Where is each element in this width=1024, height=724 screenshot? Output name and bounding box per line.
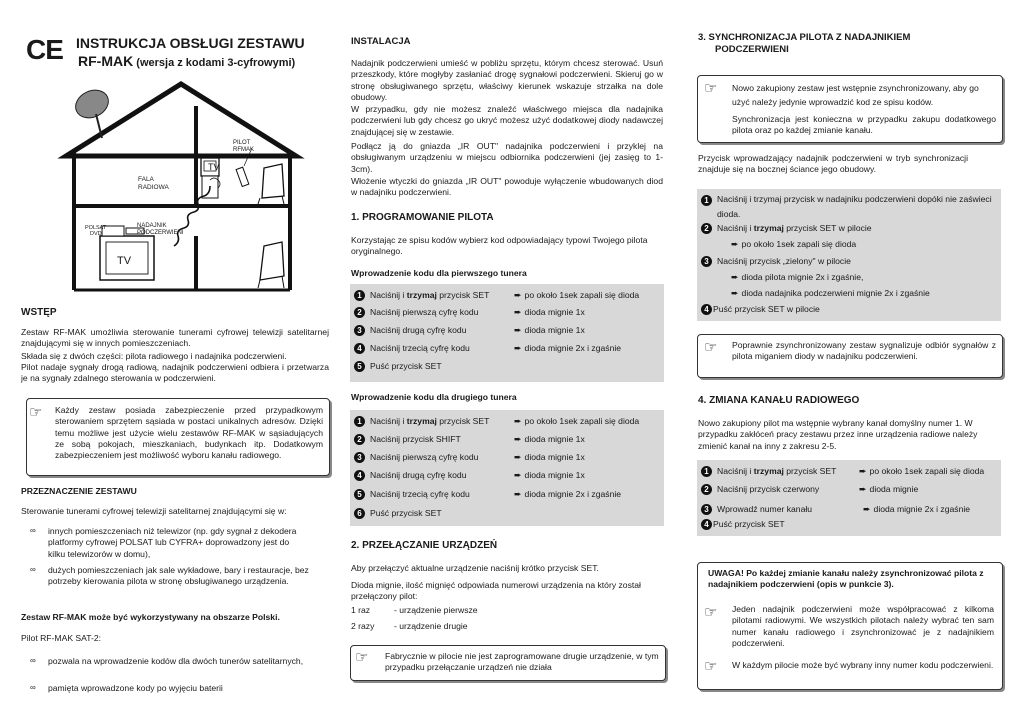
label-nadajnik: NADAJNIK — [137, 223, 167, 229]
step-number: 1 — [354, 416, 365, 427]
przelaczanie-r1a: 1 raz — [351, 605, 371, 615]
tuner1-title: Wprowadzenie kodu dla pierwszego tunera — [351, 268, 527, 278]
synchronizacja-title: 3. SYNCHRONIZACJA PILOTA Z NADAJNIKIEM — [698, 32, 911, 43]
uwaga-box — [697, 562, 1003, 690]
step-number: 1 — [354, 290, 365, 301]
przelaczanie-title: 2. PRZEŁĄCZANIE URZĄDZEŃ — [351, 540, 498, 551]
obszar-line: Zestaw RF-MAK może być wykorzystywany na obszarze Polski. — [21, 612, 280, 622]
instalacja-p3: Podłącz ją do gniazda „IR OUT" nadajnika podczerwieni i przyklej na obsługiwanym urządzeniu w miejscu odbiornika podczerwieni (jej zasięg to 1-3cm). — [351, 141, 663, 174]
przelaczanie-p1: Aby przełączyć aktualne urządzenie naciśnij krótko przycisk SET. — [351, 563, 599, 573]
wstep-p3: Pilot nadaje sygnały drogą radiową, nadajnik podczerwieni odbiera i przetwarza je na sygnały zdalnego sterowania w podczerwieni. — [21, 362, 329, 384]
sync-note-3: Poprawnie zsynchronizowany zestaw sygnalizuje odbiór sygnałów z pilota miganiem diody w nadajniku podczerwieni. — [732, 340, 996, 362]
step-number: 3 — [354, 452, 365, 463]
synchronizacja-note — [697, 75, 1003, 143]
bullet-icon: ∞ — [30, 656, 36, 665]
wstep-p1: Zestaw RF-MAK umożliwia sterowanie tunerami cyfrowej telewizji satelitarnej znajdującymi się w innych pomieszczeniach. — [21, 327, 329, 349]
remote-icon — [236, 167, 249, 186]
uwaga-note-1: Jeden nadajnik podczerwieni może współpracować z kilkoma pilotami radiowymi. We wszystkich pilotach należy wybrać ten sam numer kanału radiowego i zsynchronizować je z nadajnikiem podczerwieni. — [732, 604, 994, 649]
step-number: 2 — [701, 484, 712, 495]
pointing-hand-icon: ☞ — [704, 339, 718, 356]
armchair-upper-icon — [258, 164, 284, 204]
kanal-steps — [697, 460, 1001, 536]
wstep-note-text: Każdy zestaw posiada zabezpieczenie przed przypadkowym sterowaniem sprzętem sąsiada w postaci unikalnych adresów. Dzięki temu możliwe jest użycie wielu zestawów RF-MAK w sąsiadujących ze sobą pokojach, mieszkaniach, budynkach itp. Dodatkowym zabezpieczeniem jest możliwość wyboru kanału radiowego. — [55, 405, 323, 461]
step-row: 3 Naciśnij pierwszą cyfrę kodu ➨ dioda mignie 1x — [350, 452, 664, 468]
arrow-icon: ➨ — [731, 239, 739, 249]
pointing-hand-icon: ☞ — [704, 658, 718, 675]
synchronizacja-p1: Przycisk wprowadzający nadajnik podczerwieni w tryb synchronizacji znajduje się na bocznej ściance jego obudowy. — [698, 153, 968, 175]
przeznaczenie-intro: Sterowanie tunerami cyfrowej telewizji satelitarnej znajdującymi się w: — [21, 506, 287, 516]
step-row: 4 Puść przycisk SET — [697, 519, 1001, 535]
arrow-icon: ➨ — [514, 434, 522, 444]
step-number: 4 — [354, 470, 365, 481]
uwaga-note-2: W każdym pilocie może być wybrany inny numer kodu podczerwieni. — [732, 660, 994, 670]
step-number: 3 — [354, 325, 365, 336]
pointing-hand-icon: ☞ — [704, 80, 718, 97]
instalacja-p4: Włożenie wtyczki do gniazda „IR OUT" powoduje wyłączenie wbudowanych diod w nadajniku podczerwieni. — [351, 176, 663, 198]
step-number: 5 — [354, 489, 365, 500]
tuner1-steps — [350, 284, 664, 382]
label-podczerwieni: PODCZERWIENI — [137, 230, 184, 236]
kanal-p1: Nowo zakupiony pilot ma wstępnie wybrany kanał domyślny numer 1. W przypadku zakłóceń pracy zestawu przez inne urządzenia radiowe należy zmienić kanał na inny z zakresu 2-5. — [698, 418, 978, 451]
step-row: 1 Naciśnij i trzymaj przycisk SET ➨ po około 1sek zapali się dioda — [350, 290, 664, 306]
pilot-item-1: pozwala na wprowadzenie kodów dla dwóch tunerów satelitarnych, — [48, 656, 304, 666]
step-number: 4 — [701, 304, 712, 315]
uwaga-text: UWAGA! Po każdej zmianie kanału należy zsynchronizować pilota z nadajnikiem podczerwieni (opis w punkcie 3). — [708, 568, 984, 590]
ce-mark: CE — [26, 34, 63, 65]
przelaczanie-note — [350, 645, 666, 681]
step-row: 5 Naciśnij trzecią cyfrę kodu ➨ dioda mignie 2x i zgaśnie — [350, 489, 664, 505]
arrow-icon: ➨ — [514, 489, 522, 499]
step-row: 6 Puść przycisk SET — [350, 508, 664, 524]
step-number: 3 — [701, 256, 712, 267]
wstep-note — [26, 398, 330, 476]
instalacja-title: INSTALACJA — [351, 36, 411, 47]
sync-step-3: 3 Naciśnij przycisk „zielony" w pilocie — [697, 256, 997, 267]
sync-confirm-note — [697, 334, 1003, 378]
label-pilot: PILOT — [233, 140, 251, 146]
przeznaczenie-item-2: dużych pomieszczeniach jak sale wykładowe, bary i restauracje, bez potrzeby kierowania pilota w stronę obsługiwanego urządzenia. — [48, 565, 309, 587]
label-tv-big: TV — [117, 255, 132, 267]
przelaczanie-r2a: 2 razy — [351, 621, 375, 631]
sync-note-2: Synchronizacja jest konieczna w przypadku zakupu dodatkowego pilota oraz po każdej zmianie kanału. — [732, 114, 996, 136]
step-number: 1 — [701, 195, 712, 206]
step-row: 3 Wprowadź numer kanału ➨ dioda mignie 2x i zgaśnie — [697, 504, 1001, 520]
step-number: 2 — [354, 434, 365, 445]
sync-step-2-result: ➨ po około 1sek zapali się dioda — [731, 239, 857, 249]
pilot-line: Pilot RF-MAK SAT-2: — [21, 633, 102, 643]
arrow-icon: ➨ — [514, 307, 522, 317]
arrow-icon: ➨ — [859, 466, 867, 476]
bullet-icon: ∞ — [30, 683, 36, 692]
step-row: 2 Naciśnij przycisk SHIFT ➨ dioda mignie 1x — [350, 434, 664, 450]
arrow-icon: ➨ — [859, 484, 867, 494]
arrow-icon: ➨ — [514, 290, 522, 300]
armchair-lower-icon — [258, 242, 284, 288]
arrow-icon: ➨ — [514, 343, 522, 353]
step-row: 1 Naciśnij i trzymaj przycisk SET ➨ po około 1sek zapali się dioda — [697, 466, 1001, 482]
arrow-icon: ➨ — [731, 272, 739, 282]
instalacja-p1: Nadajnik podczerwieni umieść w pobliżu sprzętu, którym chcesz sterować. Usuń przeszkody, które mogłyby zasłaniać drogę sygnałowi podczerwieni. Skieruj go w stronę obsługiwanego sprzętu, właściwy kierunek wskazuje strzałka na dole obudowy. — [351, 58, 663, 103]
step-row: 2 Naciśnij pierwszą cyfrę kodu ➨ dioda mignie 1x — [350, 307, 664, 323]
tuner2-title: Wprowadzenie kodu dla drugiego tunera — [351, 392, 517, 402]
przelaczanie-r1b: - urządzenie pierwsze — [394, 605, 478, 615]
pointing-hand-icon: ☞ — [29, 404, 43, 421]
label-dvd: DVD — [90, 231, 102, 237]
page-title: INSTRUKCJA OBSŁUGI ZESTAWU — [76, 35, 305, 51]
step-number: 3 — [701, 504, 712, 515]
przeznaczenie-item-1: innych pomieszczeniach niż telewizor (np. gdy sygnał z dekodera platformy cyfrowej POLSAT lub CYFRA+ doprowadzony jest do kilku telewizorów w domu), — [48, 526, 297, 559]
przelaczanie-r2b: - urządzenie drugie — [394, 621, 468, 631]
sync-note-1: Nowo zakupiony zestaw jest wstępnie zsynchronizowany, aby go użyć należy jedynie wprowadzić kod ze spisu kodów. — [732, 83, 979, 107]
label-tv-small: TV — [208, 162, 220, 172]
step-number: 5 — [354, 361, 365, 372]
wstep-p2: Składa się z dwóch części: pilota radiowego i nadajnika podczerwieni. — [21, 351, 287, 361]
sync-step-3-result-2: ➨ dioda nadajnika podczerwieni mignie 2x i zgaśnie — [731, 288, 930, 298]
arrow-icon: ➨ — [514, 416, 522, 426]
przeznaczenie-title: PRZEZNACZENIE ZESTAWU — [21, 486, 137, 496]
arrow-icon: ➨ — [514, 452, 522, 462]
sync-step-2: 2 Naciśnij i trzymaj przycisk SET w pilocie — [697, 223, 997, 234]
label-polsat: POLSAT — [85, 225, 107, 231]
synchronizacja-title-2: PODCZERWIENI — [715, 44, 789, 55]
bullet-icon: ∞ — [30, 565, 36, 574]
przelaczanie-p2: Dioda mignie, ilość mignięć odpowiada numerowi urządzenia na który został przełączony pilot: — [351, 580, 641, 602]
pilot-item-2: pamięta wprowadzone kody po wyjęciu baterii — [48, 683, 223, 693]
step-number: 4 — [701, 519, 712, 530]
arrow-icon: ➨ — [731, 288, 739, 298]
programowanie-title: 1. PROGRAMOWANIE PILOTA — [351, 212, 494, 223]
wstep-title: WSTĘP — [21, 307, 57, 318]
step-row: 2 Naciśnij przycisk czerwony ➨ dioda mignie — [697, 484, 1001, 500]
step-number: 4 — [354, 343, 365, 354]
step-number: 6 — [354, 508, 365, 519]
programowanie-intro: Korzystając ze spisu kodów wybierz kod odpowiadający typowi Twojego pilota oryginalnego. — [351, 235, 648, 257]
step-row: 3 Naciśnij drugą cyfrę kodu ➨ dioda mignie 1x — [350, 325, 664, 341]
step-row: 4 Naciśnij trzecią cyfrę kodu ➨ dioda mignie 2x i zgaśnie — [350, 343, 664, 359]
sync-step-3-result-1: ➨ dioda pilota mignie 2x i zgaśnie, — [731, 272, 864, 282]
arrow-icon: ➨ — [514, 470, 522, 480]
label-rfmak: RFMAK — [233, 147, 254, 153]
sync-step-4: 4 Puść przycisk SET w pilocie — [697, 304, 997, 315]
kanal-title: 4. ZMIANA KANAŁU RADIOWEGO — [698, 395, 860, 406]
bullet-icon: ∞ — [30, 526, 36, 535]
label-radiowa: RADIOWA — [138, 184, 169, 191]
step-row: 1 Naciśnij i trzymaj przycisk SET ➨ po około 1sek zapali się dioda — [350, 416, 664, 432]
sync-step-1: 1 Naciśnij i trzymaj przycisk w nadajniku podczerwieni dopóki nie zaświeci dioda. — [697, 192, 997, 223]
step-row: 4 Naciśnij drugą cyfrę kodu ➨ dioda mignie 1x — [350, 470, 664, 486]
pointing-hand-icon: ☞ — [355, 649, 369, 666]
pointing-hand-icon: ☞ — [704, 604, 718, 621]
step-row: 5 Puść przycisk SET — [350, 361, 664, 377]
tuner2-steps — [350, 410, 664, 526]
przelaczanie-note-text: Fabrycznie w pilocie nie jest zaprogramowane drugie urządzenie, w tym przypadku przełączanie urządzeń nie działa — [385, 651, 659, 673]
instalacja-p2: W przypadku, gdy nie możesz znaleźć właściwego miejsca dla nadajnika podczerwieni lub gdy chcesz go ukryć możesz użyć dodatkowej diody nadawczej znajdującej się w zestawie. — [351, 104, 663, 137]
arrow-icon: ➨ — [514, 325, 522, 335]
label-fala: FALA — [138, 176, 154, 183]
step-number: 1 — [701, 466, 712, 477]
arrow-icon: ➨ — [863, 504, 871, 514]
sync-steps — [697, 189, 1001, 321]
house-illustration — [46, 76, 316, 292]
page-subtitle: RF-MAK (wersja z kodami 3-cyfrowymi) — [78, 53, 296, 69]
step-number: 2 — [701, 223, 712, 234]
step-number: 2 — [354, 307, 365, 318]
